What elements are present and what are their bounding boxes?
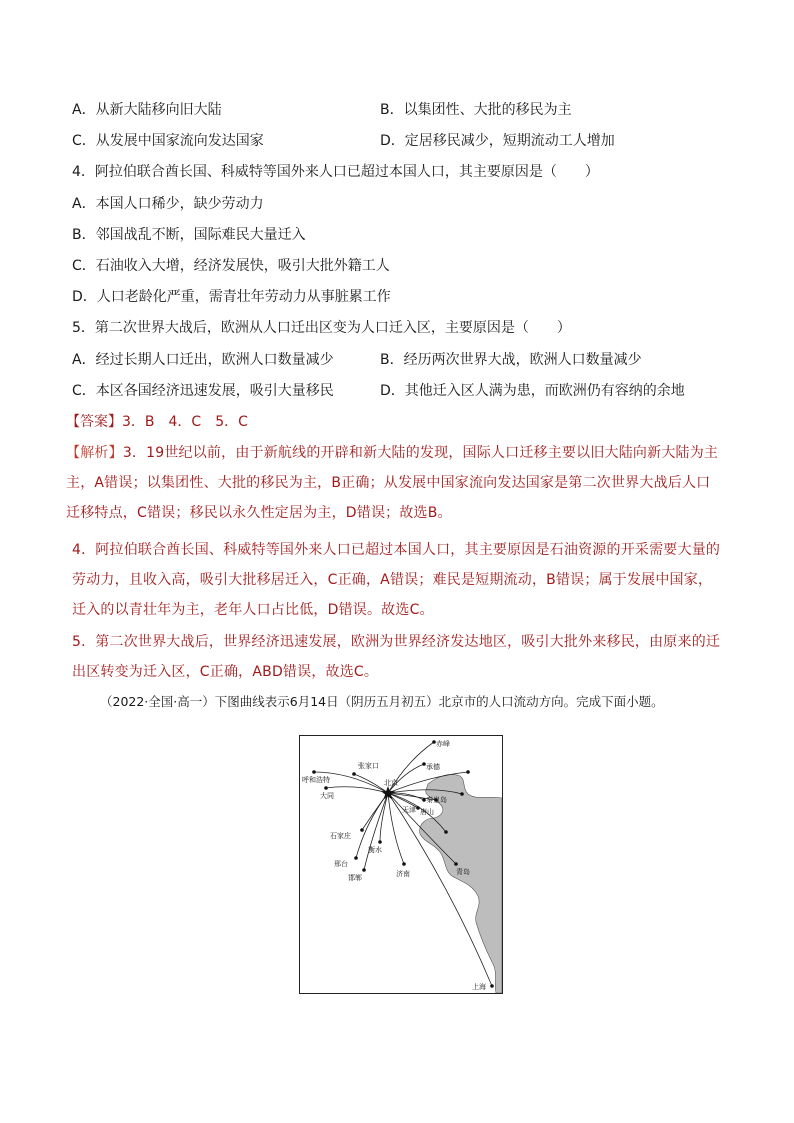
label-beijing: 北京 xyxy=(384,779,398,787)
analysis-q3-text: 3．19世纪以前，由于新航线的开辟和新大陆的发现，国际人口迁移主要以旧大陆向新大陆为主主，A错误；以集团性、大批的移民为主，B正确；从发展中国家流向发达国家是第二次世界大战后人口迁移特点，C错误；移民以永久性定居为主，D错误；故选B。 xyxy=(66,445,719,521)
label-handan: 邯郸 xyxy=(348,874,362,882)
q3-option-c: C．从发展中国家流向发达国家 xyxy=(72,133,264,149)
q3-option-a: A．从新大陆移向旧大陆 xyxy=(72,102,222,118)
q5-option-b: B．经历两次世界大战，欧洲人口数量减少 xyxy=(380,352,642,368)
city-dot-datong xyxy=(324,786,328,790)
q5-option-a: A．经过长期人口迁出，欧洲人口数量减少 xyxy=(72,352,334,368)
label-shanghai: 上海 xyxy=(472,983,486,991)
q4-option-a: A．本国人口稀少，缺少劳动力 xyxy=(72,196,264,212)
q3-option-d: D．定居移民减少，短期流动工人增加 xyxy=(380,133,615,149)
q5-stem: 5．第二次世界大战后，欧洲从人口迁出区变为人口迁入区，主要原因是（ ） xyxy=(72,320,571,336)
city-dot-northeast-2 xyxy=(460,792,464,796)
flow-line-datong xyxy=(326,787,388,793)
q4-option-c: C．石油收入大增，经济发展快，吸引大批外籍工人 xyxy=(72,258,390,274)
label-qingdao: 青岛 xyxy=(456,868,470,876)
city-dot-jinan xyxy=(402,862,406,866)
label-hengshui: 衡水 xyxy=(368,846,382,854)
q4-stem: 4．阿拉伯联合酋长国、科威特等国外来人口已超过本国人口，其主要原因是（ ） xyxy=(72,164,599,180)
answer-label: 【答案】 xyxy=(66,414,122,430)
label-datong: 大同 xyxy=(320,792,334,800)
city-dot-shijiazhuang xyxy=(360,828,364,832)
label-chengde: 承德 xyxy=(426,763,440,771)
city-dot-xingtai xyxy=(354,856,358,860)
city-dot-zhangjiakou xyxy=(352,772,356,776)
map-question-intro: （2022·全国·高一）下图曲线表示6月14日（阴历五月初五）北京市的人口流动方向。完成下面小题。 xyxy=(100,694,664,709)
label-xingtai: 邢台 xyxy=(334,860,348,868)
city-dot-dalian xyxy=(444,830,448,834)
flow-line-hengshui xyxy=(380,793,388,842)
city-dot-handan xyxy=(362,868,366,872)
q5-option-d: D．其他迁入区人满为患，而欧洲仍有容纳的余地 xyxy=(380,383,685,399)
city-dot-hengshui xyxy=(378,840,382,844)
city-dot-hohhot xyxy=(312,770,316,774)
analysis-label: 【解析】 xyxy=(66,445,123,461)
q4-option-d: D．人口老龄化严重，需青壮年劳动力从事脏累工作 xyxy=(72,289,391,305)
q3-option-b: B．以集团性、大批的移民为主 xyxy=(380,102,572,118)
label-chifeng: 赤峰 xyxy=(436,740,450,748)
label-hohhot: 呼和浩特 xyxy=(302,776,330,784)
answer-text: 3．B 4．C 5．C xyxy=(122,414,248,430)
city-dot-northeast-1 xyxy=(466,770,470,774)
beijing-star-icon xyxy=(381,786,395,800)
city-dot-qingdao xyxy=(454,862,458,866)
q5-option-c: C．本区各国经济迅速发展，吸引大量移民 xyxy=(72,383,334,399)
population-flow-map xyxy=(299,735,503,994)
label-tianjin: 天津 xyxy=(402,806,416,814)
q4-option-b: B．邻国战乱不断，国际难民大量迁入 xyxy=(72,227,306,243)
label-zhangjiakou: 张家口 xyxy=(358,762,379,770)
analysis-q4: 4．阿拉伯联合酋长国、科威特等国外来人口已超过本国人口，其主要原因是石油资源的开采需要大量的劳动力，且收入高，吸引大批移居迁入，C正确，A错误；难民是短期流动，B错误；属于发展中国家，迁入的以青壮年为主，老年人口占比低，D错误。故选C。 xyxy=(72,542,721,618)
answer-line xyxy=(66,412,248,432)
label-tangshan: 唐山 xyxy=(420,808,434,816)
flow-line-handan xyxy=(364,793,388,870)
city-dot-shanghai xyxy=(490,984,494,988)
label-qinhuangdao: 秦皇岛 xyxy=(426,796,447,804)
analysis-q5: 5．第二次世界大战后，世界经济迅速发展，欧洲为世界经济发达地区，吸引大批外来移民，由原来的迁出区转变为迁入区，C正确，ABD错误，故选C。 xyxy=(72,634,721,680)
label-jinan: 济南 xyxy=(396,870,410,878)
label-shijiazhuang: 石家庄 xyxy=(330,832,351,840)
flow-line-jinan xyxy=(388,793,404,864)
map-svg xyxy=(300,736,502,993)
analysis-q3 xyxy=(66,438,724,528)
